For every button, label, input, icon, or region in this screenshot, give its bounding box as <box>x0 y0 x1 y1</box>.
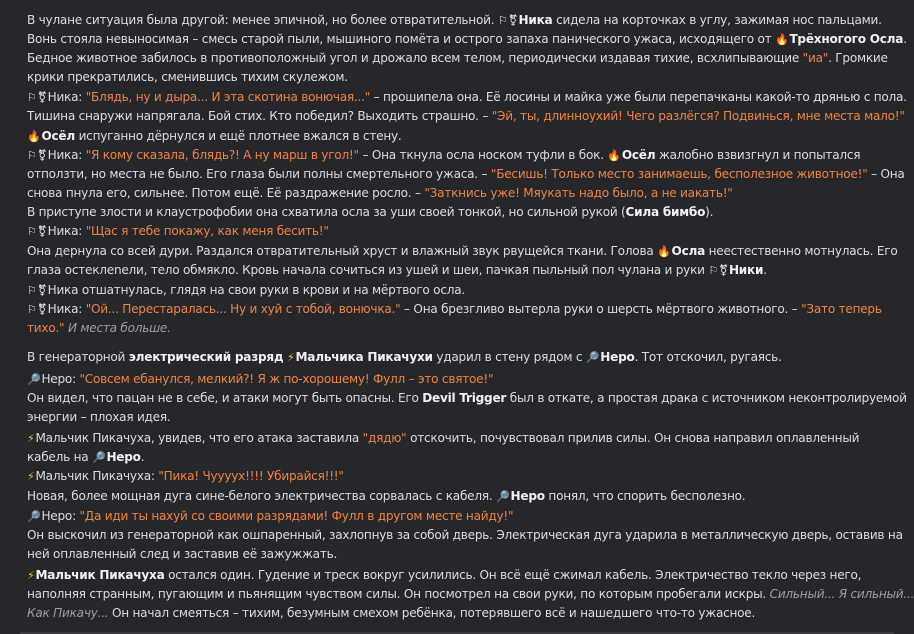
narration-text: В приступе злости и клаустрофобии она схватила осла за уши своей тонкой, но сильной рукой ( <box>27 205 626 219</box>
bold-name: электрический разряд <box>128 350 284 364</box>
flag-icon: ⚐ <box>27 303 37 316</box>
narration-text: Ника: <box>47 148 86 162</box>
lightning-icon: ⚡ <box>27 470 35 483</box>
story-line <box>27 242 899 261</box>
narration-text: Он выскочил из генераторной как ошпаренный, захлопнув за собой дверь. Электрическая дуга ударила в металлическую дверь, оставив на <box>27 528 903 542</box>
italic-thought: И места больше. <box>67 321 171 335</box>
lightning-icon: ⚡ <box>27 432 35 445</box>
dialogue-quote: "Я кому сказала, блядь?! А ну марш в угол!" <box>85 148 359 162</box>
story-line <box>27 566 899 585</box>
bold-name: Неро <box>510 489 545 503</box>
narration-text: понял, что спорить бесполезно. <box>544 489 746 503</box>
bold-name: Devil Trigger <box>422 391 507 405</box>
narration-text: Вонь стояла невыносимая – смесь старой пыли, мышиного помёта и острого запаха панического ужаса, исходящего от <box>27 32 775 46</box>
bold-name: Неро <box>600 350 635 364</box>
story-line <box>27 348 899 367</box>
narration-text: . <box>140 450 145 464</box>
gender-icon: ⚧ <box>508 14 518 27</box>
narration-text: – Она <box>867 167 905 181</box>
dialogue-quote: "Бесишь! Только место занимаешь, бесполезное животное!" <box>490 167 868 181</box>
bold-name: Ника <box>518 13 553 27</box>
narration-text: . <box>763 263 767 277</box>
narration-text: Тишина снаружи напрягала. Бой стих. Кто победил? Выходить страшно. – <box>27 109 492 123</box>
story-line <box>27 222 899 241</box>
narration-text: Ника отшатнулась, глядя на свои руки в крови и на мёртвого осла. <box>47 283 465 297</box>
narration-text: Он начал смеяться – тихим, безумным смехом ребёнка, потерявшего всё и нашедшего что-то ужасное. <box>108 606 756 620</box>
narration-text: Неро: <box>41 509 80 523</box>
bold-name: Осёл <box>41 129 75 143</box>
narration-text: Бедное животное забилось в противоположный угол и дрожало всем телом, периодически издавая тихие, всхлипывающие <box>27 51 803 65</box>
flag-icon: ⚐ <box>27 149 37 162</box>
bold-name: Ники <box>728 263 764 277</box>
dialogue-quote: "Пика! Чуууух!!!! Убирайся!!!" <box>158 469 344 483</box>
magnifier-icon: 🔎 <box>91 451 106 464</box>
bold-name: Мальчик Пикачуха <box>35 568 165 582</box>
magnifier-icon: 🔎 <box>27 373 41 386</box>
narration-text: ). <box>705 205 714 219</box>
narration-text: глаза остеклenели, тело обмякло. Кровь начала сочиться из ушей и шеи, пачкая пыльный пол чулана и руки <box>27 263 709 277</box>
italic-thought: Сильный... Я сильный... <box>769 587 914 601</box>
flag-icon: ⚐ <box>27 91 37 104</box>
dialogue-quote: "Эй, ты, длинноухий! Чего разлёгся? Подвинься, мне места мало!" <box>491 109 905 123</box>
story-line <box>27 526 903 545</box>
narration-text: снова пнула его, сильнее. Потом ещё. Её раздражение росло. – <box>27 186 425 200</box>
story-line <box>27 467 899 486</box>
narration-text: кабель на <box>27 450 92 464</box>
narration-text: Новая, более мощная дуга сине-белого электричества сорвалась с кабеля. <box>27 489 497 503</box>
narration-text: Мальчик Пикачуха, увидев, что его атака заставила <box>35 431 363 445</box>
story-line <box>27 300 899 319</box>
fire-icon: 🔥 <box>774 33 789 46</box>
gender-icon: ⚧ <box>37 303 47 316</box>
narration-text: остался один. Гудение и треск вокруг усилились. Он всё ещё сжимал кабель. Электричество текло через него, <box>164 568 862 582</box>
gender-icon: ⚧ <box>37 91 47 104</box>
narration-text: – Она ткнула осла носком туфли в бок. <box>358 148 608 162</box>
story-line <box>27 487 899 506</box>
story-line <box>27 604 899 623</box>
narration-text: крики прекратились, сменившись тихим скулежом. <box>27 70 348 84</box>
narration-text: отползти, но места не было. Его глаза были полны смертельного ужаса. – <box>27 167 491 181</box>
story-line <box>27 585 914 604</box>
narration-text: ударил в стену рядом с <box>432 350 586 364</box>
bold-name: Мальчика Пикачухи <box>295 350 433 364</box>
bold-name: Осёл <box>621 148 656 162</box>
narration-text: сидела на корточках в углу, зажимая нос пальцами. <box>552 13 882 27</box>
bold-name: Неро <box>106 450 141 464</box>
narration-text: Он видел, что пацан не в себе, и атаки могут быть опасны. Его <box>27 391 423 405</box>
lightning-icon: ⚡ <box>287 351 295 364</box>
dialogue-quote: "Совсем ебанулся, мелкий?! Я ж по-хорошему! Фулл – это святое!" <box>79 372 494 386</box>
narration-text: Ника: <box>47 302 86 316</box>
magnifier-icon: 🔎 <box>585 351 600 364</box>
story-line <box>27 319 899 338</box>
fire-icon: 🔥 <box>27 130 41 143</box>
story-line <box>27 184 899 203</box>
story-line <box>27 11 899 30</box>
story-line <box>27 49 899 68</box>
flag-icon: ⚐ <box>497 14 508 27</box>
story-line <box>27 107 905 126</box>
narration-text: – Она брезгливо вытерла руки о шерсть мёртвого животного. – <box>400 302 802 316</box>
flag-icon: ⚐ <box>27 225 37 238</box>
narration-text: неестественно мотнулась. Его <box>705 244 898 258</box>
dialogue-quote: "Блядь, ну и дыра... И эта скотина вонючая..." <box>85 90 371 104</box>
narration-text: Неро: <box>41 372 80 386</box>
dialogue-quote: "Щас я тебе покажу, как меня бесить!" <box>85 224 329 238</box>
narration-text: Мальчик Пикачуха: <box>35 469 159 483</box>
story-line <box>27 127 899 146</box>
dialogue-quote: тихо." <box>27 321 65 335</box>
dialogue-quote: "Заткнись уже! Мяукать надо было, а не иакать!" <box>424 186 733 200</box>
story-line <box>27 203 899 222</box>
italic-thought: Как Пикачу... <box>27 606 109 620</box>
story-line <box>27 429 899 448</box>
narration-text: Ника: <box>47 90 86 104</box>
narration-text: был в откате, а простая драка с источником неконтролируемой <box>506 391 907 405</box>
narration-text: В генераторной <box>27 350 129 364</box>
magnifier-icon: 🔎 <box>27 510 41 523</box>
story-line <box>27 165 905 184</box>
fire-icon: 🔥 <box>657 245 671 258</box>
gender-icon: ⚧ <box>37 149 47 162</box>
dialogue-quote: "Зато теперь <box>801 302 882 316</box>
narration-text: . Громкие <box>828 51 888 65</box>
narration-text: . Тот отскочил, ругаясь. <box>634 350 782 364</box>
story-line <box>27 281 899 300</box>
dialogue-quote: "Да иди ты нахуй со своими разрядами! Фулл в другом месте найду!" <box>79 509 514 523</box>
gender-icon: ⚧ <box>37 284 47 297</box>
narration-text: отскочить, почувствовал прилив силы. Он снова направил оплавленный <box>406 431 860 445</box>
narration-text: испуганно дёрнулся и ещё плотнее вжался в стену. <box>74 129 402 143</box>
story-line <box>27 507 899 526</box>
narration-text: – прошипела она. Её лосины и майка уже были перепачканы какой-то дрянью с пола. <box>370 90 907 104</box>
dialogue-quote: "Ой... Перестаралась... Ну и хуй с тобой, вонючка." <box>85 302 401 316</box>
flag-icon: ⚐ <box>27 284 37 297</box>
story-line <box>27 370 899 389</box>
story-line <box>27 146 899 165</box>
narration-text: В чулане ситуация была другой: менее эпичной, но более отвратительной. <box>27 13 498 27</box>
flag-icon: ⚐ <box>708 264 718 277</box>
narration-text: жалобно взвизгнул и попытался <box>655 148 861 162</box>
story-line <box>27 261 899 280</box>
narration-text: ней оплавленный след и заставив её зажужжать. <box>27 547 338 561</box>
bold-name: Сила бимбо <box>625 205 706 219</box>
narration-text: Она дернула со всей дури. Раздался отвратительный хруст и влажный звук рвущейся ткани. Голова <box>27 244 658 258</box>
gender-icon: ⚧ <box>37 225 47 238</box>
story-line <box>27 68 899 87</box>
gender-icon: ⚧ <box>718 264 728 277</box>
story-line <box>27 448 899 467</box>
story-line <box>27 545 899 564</box>
narration-text: энергии – плохая идея. <box>27 410 171 424</box>
narration-text: . <box>903 32 907 46</box>
narration-text: Ника: <box>47 224 86 238</box>
bold-name: Осла <box>671 244 706 258</box>
story-line <box>27 88 907 107</box>
dialogue-quote: "иа" <box>802 51 829 65</box>
lightning-icon: ⚡ <box>27 569 35 582</box>
bold-name: Трёхногого Осла <box>789 32 904 46</box>
story-line <box>27 408 899 427</box>
fire-icon: 🔥 <box>607 149 621 162</box>
story-line <box>27 389 907 408</box>
story-line <box>27 30 907 49</box>
magnifier-icon: 🔎 <box>496 490 510 503</box>
dialogue-quote: "дядю" <box>362 431 407 445</box>
narration-text: наполняя странным, пугающим и пьянящим чувством силы. Он посмотрел на свои руки, по которым пробегали искры. <box>27 587 770 601</box>
